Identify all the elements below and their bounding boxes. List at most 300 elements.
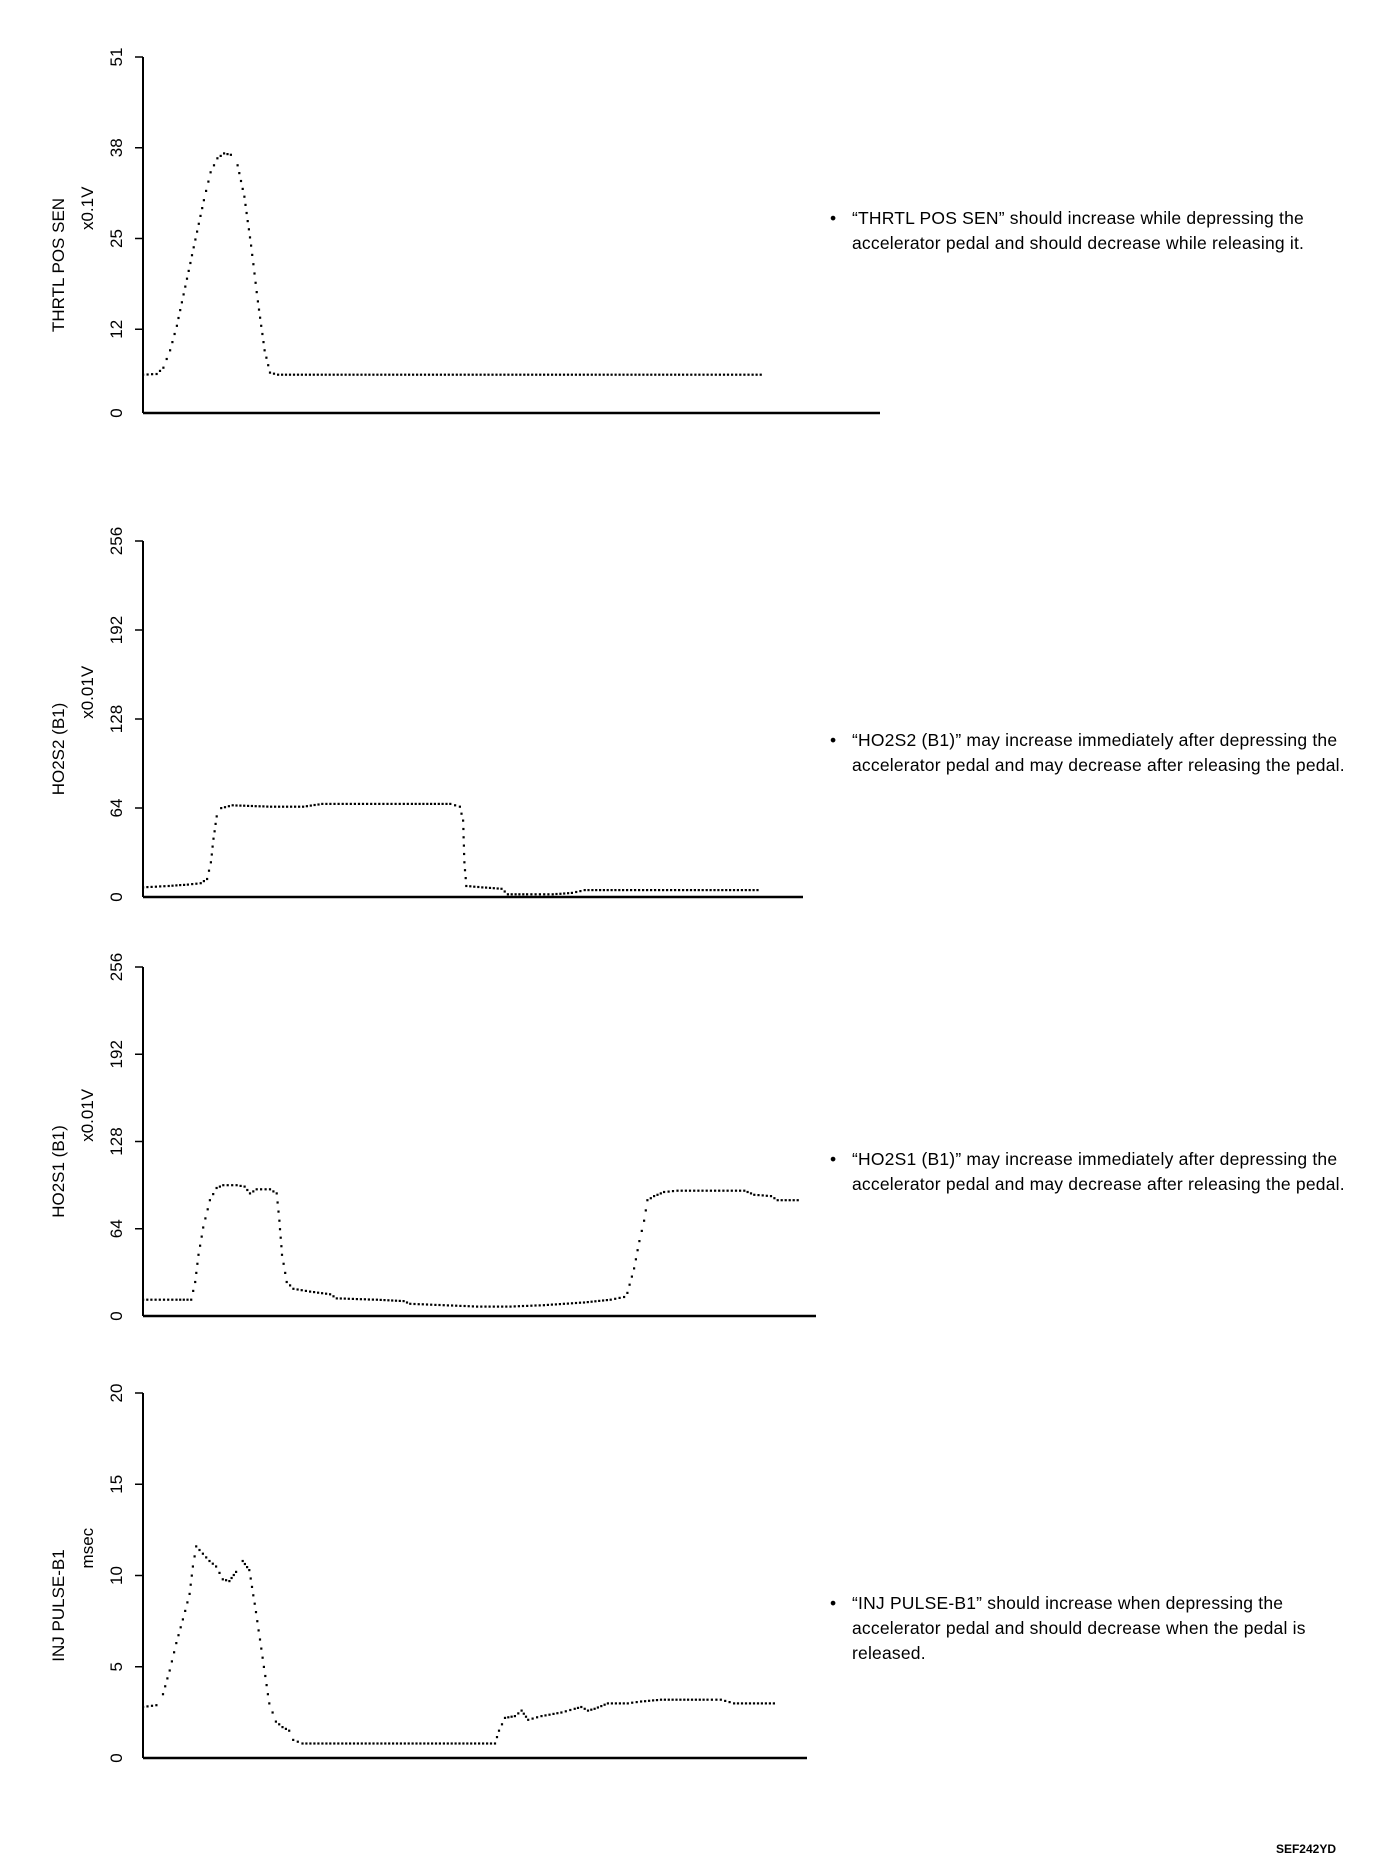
data-point <box>220 807 222 809</box>
data-point <box>547 374 549 376</box>
data-point <box>727 1190 729 1192</box>
data-point <box>686 374 688 376</box>
data-point <box>598 1300 600 1302</box>
note-inj-pulse-b1 <box>830 1591 1350 1666</box>
data-point <box>496 1736 498 1738</box>
data-point <box>292 1739 294 1741</box>
data-point <box>277 1201 279 1203</box>
data-point <box>426 803 428 805</box>
data-point <box>486 1742 488 1744</box>
data-point <box>532 1718 534 1720</box>
data-point <box>723 374 725 376</box>
data-point <box>729 889 731 891</box>
data-point <box>199 1245 201 1247</box>
data-point <box>645 1209 647 1211</box>
data-point <box>722 1190 724 1192</box>
data-point <box>440 374 442 376</box>
data-point <box>289 374 291 376</box>
data-point <box>260 1188 262 1190</box>
data-point <box>399 1300 401 1302</box>
data-point <box>420 374 422 376</box>
data-point <box>678 374 680 376</box>
data-point <box>205 190 207 192</box>
data-point <box>539 374 541 376</box>
data-point <box>511 374 513 376</box>
data-point <box>183 293 185 295</box>
data-point <box>254 1603 256 1605</box>
data-point <box>337 1742 339 1744</box>
data-point <box>591 1301 593 1303</box>
data-point <box>268 1702 270 1704</box>
data-point <box>637 1249 639 1251</box>
data-point <box>340 1297 342 1299</box>
data-point <box>246 212 248 214</box>
data-point <box>607 889 609 891</box>
note-bullet: • <box>830 1149 837 1169</box>
data-point <box>793 1199 795 1201</box>
data-point <box>419 1742 421 1744</box>
data-point <box>216 815 218 817</box>
data-point <box>689 1190 691 1192</box>
data-point <box>176 325 178 327</box>
data-point <box>341 1742 343 1744</box>
data-point <box>270 806 272 808</box>
data-point <box>664 1699 666 1701</box>
data-point <box>466 1742 468 1744</box>
data-point <box>530 893 532 895</box>
data-point <box>579 890 581 892</box>
data-point <box>362 803 364 805</box>
data-point <box>674 374 676 376</box>
data-point <box>219 1186 221 1188</box>
data-point <box>745 889 747 891</box>
data-point <box>555 893 557 895</box>
data-point <box>349 374 351 376</box>
data-point <box>552 1713 554 1715</box>
data-point <box>526 893 528 895</box>
data-point <box>210 171 212 173</box>
data-point <box>169 1669 171 1671</box>
data-point <box>443 1742 445 1744</box>
data-point <box>250 1577 252 1579</box>
data-point <box>378 803 380 805</box>
y-tick-label: 256 <box>107 952 126 982</box>
data-point <box>468 374 470 376</box>
data-point <box>204 1217 206 1219</box>
data-point <box>515 893 517 895</box>
data-point <box>470 1742 472 1744</box>
data-point <box>487 374 489 376</box>
data-point <box>423 1742 425 1744</box>
data-point <box>396 374 398 376</box>
data-point <box>555 374 557 376</box>
data-point <box>432 374 434 376</box>
data-point <box>233 1574 235 1576</box>
data-point <box>666 374 668 376</box>
data-point <box>267 364 269 366</box>
data-point <box>733 1702 735 1704</box>
y-axis-label: HO2S1 (B1) <box>49 1125 68 1218</box>
data-point <box>261 333 263 335</box>
data-point <box>403 1300 405 1302</box>
data-point <box>251 1586 253 1588</box>
data-point <box>679 1699 681 1701</box>
data-point <box>678 889 680 891</box>
data-point <box>463 836 465 838</box>
note-text: “HO2S1 (B1)” may increase immediately after depressing the accelerator pedal and may decrease after releasing the pedal. <box>852 1149 1345 1194</box>
data-point <box>642 374 644 376</box>
data-point <box>256 1188 258 1190</box>
data-point <box>341 374 343 376</box>
data-point <box>329 1293 331 1295</box>
data-point <box>438 1304 440 1306</box>
data-point <box>275 1721 277 1723</box>
data-point <box>623 1702 625 1704</box>
y-unit-label: x0.1V <box>78 186 97 231</box>
chart-panel-4 <box>49 1384 807 1763</box>
data-point <box>368 1298 370 1300</box>
data-point <box>298 806 300 808</box>
data-point <box>577 1707 579 1709</box>
data-point <box>753 889 755 891</box>
data-point <box>175 884 177 886</box>
data-point <box>279 1228 281 1230</box>
data-point <box>259 1638 261 1640</box>
data-point <box>225 1579 227 1581</box>
data-point <box>255 805 257 807</box>
data-point <box>159 885 161 887</box>
data-point <box>212 1193 214 1195</box>
data-point <box>567 1303 569 1305</box>
data-point <box>151 886 153 888</box>
data-point <box>741 889 743 891</box>
data-point <box>515 374 517 376</box>
data-point <box>587 1301 589 1303</box>
data-point <box>222 1578 224 1580</box>
data-point <box>690 889 692 891</box>
data-point <box>611 1702 613 1704</box>
y-tick-label: 15 <box>107 1474 126 1494</box>
data-point <box>711 374 713 376</box>
data-point <box>142 1706 144 1708</box>
data-point <box>642 889 644 891</box>
note-ho2s2-b1 <box>830 728 1350 778</box>
data-point <box>756 374 758 376</box>
data-point <box>325 803 327 805</box>
data-point <box>249 236 251 238</box>
data-point <box>447 1742 449 1744</box>
data-point <box>285 374 287 376</box>
data-point <box>321 1292 323 1294</box>
data-point <box>729 1701 731 1703</box>
data-point <box>231 1577 233 1579</box>
data-point <box>159 370 161 372</box>
data-point <box>207 1208 209 1210</box>
data-point <box>205 1556 207 1558</box>
data-point <box>400 1742 402 1744</box>
y-tick-label: 0 <box>107 1311 126 1321</box>
data-point <box>750 1192 752 1194</box>
data-point <box>325 374 327 376</box>
data-point <box>280 1237 282 1239</box>
data-point <box>435 1742 437 1744</box>
data-point <box>727 374 729 376</box>
chart-panel-3 <box>49 953 816 1321</box>
note-ho2s1-b1 <box>830 1147 1350 1197</box>
data-point <box>559 1303 561 1305</box>
data-point <box>243 805 245 807</box>
data-point <box>246 1189 248 1191</box>
data-point <box>484 374 486 376</box>
data-point <box>422 803 424 805</box>
data-point <box>702 889 704 891</box>
data-point <box>631 1702 633 1704</box>
data-point <box>741 1702 743 1704</box>
data-point <box>243 196 245 198</box>
data-point <box>195 883 197 885</box>
data-point <box>525 1716 527 1718</box>
data-point <box>634 889 636 891</box>
data-point <box>770 1195 772 1197</box>
data-point <box>618 889 620 891</box>
data-point <box>214 830 216 832</box>
data-point <box>244 1186 246 1188</box>
data-point <box>468 1305 470 1307</box>
data-point <box>240 180 242 182</box>
data-point <box>333 1742 335 1744</box>
data-point <box>547 893 549 895</box>
data-point <box>344 1298 346 1300</box>
data-point <box>489 887 491 889</box>
data-point <box>400 374 402 376</box>
data-point <box>444 374 446 376</box>
data-point <box>260 1648 262 1650</box>
y-unit-label: msec <box>78 1527 97 1569</box>
data-point <box>203 199 205 201</box>
data-point <box>535 893 537 895</box>
data-point <box>310 805 312 807</box>
data-point <box>163 885 165 887</box>
data-point <box>699 1699 701 1701</box>
data-point <box>416 374 418 376</box>
data-point <box>478 1742 480 1744</box>
data-point <box>368 374 370 376</box>
data-point <box>519 374 521 376</box>
data-point <box>662 374 664 376</box>
data-point <box>530 1305 532 1307</box>
y-tick-label: 64 <box>107 798 126 818</box>
data-point <box>505 1306 507 1308</box>
data-point <box>599 374 601 376</box>
y-tick-label: 64 <box>107 1219 126 1239</box>
data-point <box>650 1197 652 1199</box>
data-point <box>427 1742 429 1744</box>
data-point <box>317 1292 319 1294</box>
data-point <box>242 1560 244 1562</box>
data-point <box>297 374 299 376</box>
data-point <box>482 1742 484 1744</box>
data-point <box>587 889 589 891</box>
data-point <box>332 1295 334 1297</box>
data-point <box>352 1298 354 1300</box>
data-point <box>646 1199 648 1201</box>
data-point <box>797 1199 799 1201</box>
data-point <box>163 1299 165 1301</box>
data-point <box>252 263 254 265</box>
data-point <box>374 803 376 805</box>
data-point <box>321 1742 323 1744</box>
data-point <box>186 1299 188 1301</box>
data-point <box>735 1190 737 1192</box>
data-point <box>627 1702 629 1704</box>
data-point <box>190 1584 192 1586</box>
note-text: “HO2S2 (B1)” may increase immediately after depressing the accelerator pedal and may decrease after releasing the pedal. <box>852 730 1345 775</box>
data-point <box>526 1305 528 1307</box>
data-point <box>230 154 232 156</box>
data-point <box>294 806 296 808</box>
data-point <box>174 333 176 335</box>
data-point <box>522 893 524 895</box>
data-point <box>674 889 676 891</box>
data-point <box>277 374 279 376</box>
data-point <box>391 1299 393 1301</box>
data-point <box>159 1299 161 1301</box>
figure-code: SEF242YD <box>1275 1842 1336 1856</box>
data-point <box>715 374 717 376</box>
data-point <box>259 317 261 319</box>
data-point <box>575 891 577 893</box>
data-point <box>201 207 203 209</box>
data-point <box>697 1190 699 1192</box>
data-point <box>473 886 475 888</box>
data-point <box>660 1192 662 1194</box>
data-point <box>356 374 358 376</box>
data-point <box>663 1191 665 1193</box>
data-point <box>408 374 410 376</box>
data-point <box>171 341 173 343</box>
data-point <box>422 1303 424 1305</box>
y-tick-label: 256 <box>107 526 126 556</box>
data-point <box>195 1545 197 1547</box>
data-point <box>286 1281 288 1283</box>
data-point <box>384 1742 386 1744</box>
data-point <box>614 889 616 891</box>
data-point <box>720 1699 722 1701</box>
data-point <box>248 228 250 230</box>
data-point <box>686 889 688 891</box>
data-point <box>283 1263 285 1265</box>
data-point <box>212 838 214 840</box>
note-bullet: • <box>830 1593 837 1613</box>
data-point <box>292 1288 294 1290</box>
data-point <box>183 1299 185 1301</box>
data-point <box>514 1715 516 1717</box>
data-point <box>623 1296 625 1298</box>
data-point <box>731 1190 733 1192</box>
data-point <box>146 1705 148 1707</box>
data-point <box>757 1702 759 1704</box>
data-point <box>220 155 222 157</box>
data-point <box>749 1702 751 1704</box>
data-point <box>459 1305 461 1307</box>
data-point <box>499 374 501 376</box>
y-tick-label: 128 <box>107 704 126 734</box>
data-point <box>587 1710 589 1712</box>
data-point <box>539 893 541 895</box>
data-point <box>211 853 213 855</box>
data-point <box>380 1299 382 1301</box>
y-tick-label: 5 <box>107 1662 126 1672</box>
data-point <box>212 1563 214 1565</box>
data-point <box>584 1708 586 1710</box>
data-point <box>317 374 319 376</box>
data-point <box>500 888 502 890</box>
chart-panel-2 <box>49 527 803 902</box>
data-point <box>419 803 421 805</box>
data-point <box>305 1290 307 1292</box>
data-point <box>551 1304 553 1306</box>
data-point <box>395 1300 397 1302</box>
data-point <box>156 373 158 375</box>
data-point <box>222 1184 224 1186</box>
data-point <box>155 1704 157 1706</box>
data-point <box>194 1281 196 1283</box>
data-point <box>580 1706 582 1708</box>
data-point <box>406 1301 408 1303</box>
data-point <box>252 1190 254 1192</box>
data-point <box>321 374 323 376</box>
data-point <box>288 1730 290 1732</box>
data-point <box>743 374 745 376</box>
data-point <box>278 806 280 808</box>
data-point <box>264 1675 266 1677</box>
data-point <box>761 1702 763 1704</box>
data-point <box>563 892 565 894</box>
data-point <box>190 1299 192 1301</box>
data-point <box>643 1220 645 1222</box>
data-point <box>142 374 144 376</box>
data-point <box>313 374 315 376</box>
data-point <box>694 889 696 891</box>
data-point <box>693 1190 695 1192</box>
data-point <box>203 880 205 882</box>
data-point <box>246 1566 248 1568</box>
data-point <box>325 1293 327 1295</box>
data-point <box>411 803 413 805</box>
data-point <box>360 374 362 376</box>
data-point <box>183 884 185 886</box>
data-point <box>648 1700 650 1702</box>
data-point <box>622 374 624 376</box>
data-point <box>509 1306 511 1308</box>
data-point <box>282 806 284 808</box>
data-point <box>672 1699 674 1701</box>
data-point <box>150 1299 152 1301</box>
data-point <box>369 1742 371 1744</box>
data-point <box>638 889 640 891</box>
data-point <box>247 805 249 807</box>
data-point <box>181 301 183 303</box>
data-point <box>518 1305 520 1307</box>
data-point <box>485 887 487 889</box>
data-point <box>701 1190 703 1192</box>
data-point <box>372 374 374 376</box>
data-point <box>191 883 193 885</box>
data-point <box>789 1199 791 1201</box>
data-point <box>388 374 390 376</box>
data-point <box>718 1190 720 1192</box>
data-point <box>710 1190 712 1192</box>
